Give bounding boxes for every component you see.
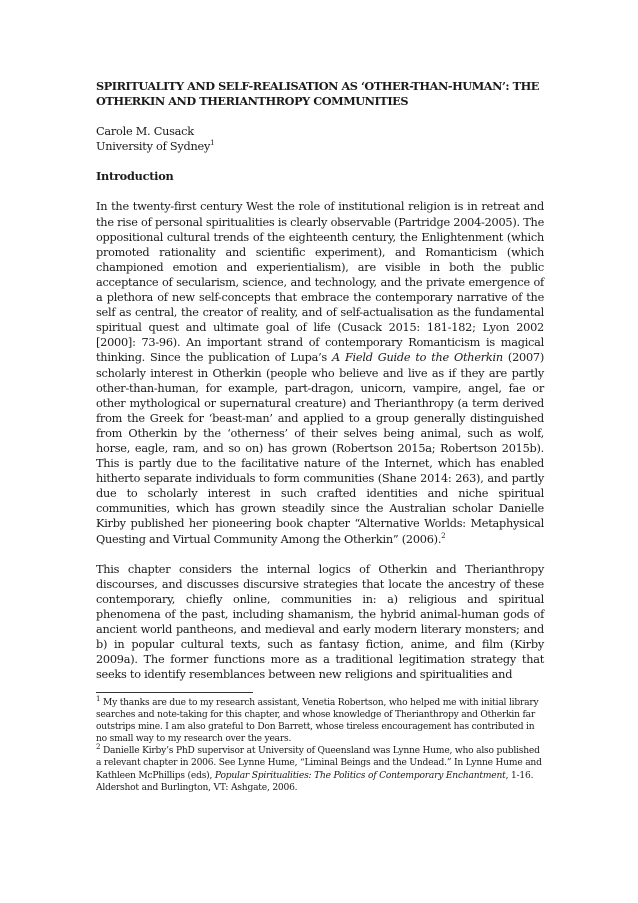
document-title xyxy=(96,79,544,109)
footnote-2-italic-title: Popular Spiritualities: The Politics of Contemporary Enchantment xyxy=(214,770,506,781)
title-line-1: SPIRITUALITY AND SELF-REALISATION AS ‘OTHER-THAN-HUMAN’: THE xyxy=(96,79,539,93)
author-block xyxy=(96,124,544,154)
footnote-ref-2[interactable]: 2 xyxy=(441,531,446,540)
footnote-1-text: My thanks are due to my research assistant, Venetia Robertson, who helped me with initial library searches and note-taking for this chapter, and whose knowledge of Therianthropy and Otherkin far outstrips mine. I am also grateful to Don Barrett, whose tireless encouragement has contributed in no small way to my research over the years. xyxy=(96,698,539,745)
footnote-2-text-after: , 1-16. Aldershot and Burlington, VT: Ashgate, 2006. xyxy=(96,770,534,793)
paragraph-1-part-1: In the twenty-first century West the role of institutional religion is in retreat and the rise of personal spiritualities is clearly observable (Partridge 2004-2005). The oppositional cultural trends of the eighteenth century, the Enlightenment (which promoted rationality and scientific experiment), and Romanticism (which championed emotion and experientialism), are visible in both the public acceptance of secularism, science, and technology, and the private emergence of a plethora of new self-concepts that embrace the contemporary narrative of the self as central, the creator of reality, and of self-actualisation as the fundamental spiritual quest and ultimate goal of life (Cusack 2015: 181-182; Lyon 2002 [2000]: 73-96). An important strand of contemporary Romanticism is magical thinking. Since the publication of Lupa’s xyxy=(96,200,544,365)
title-line-2: OTHERKIN AND THERIANTHROPY COMMUNITIES xyxy=(96,94,409,109)
footnote-1 xyxy=(96,694,544,745)
paragraph-2: This chapter considers the internal logics of Otherkin and Therianthropy discourses, and discusses discursive strategies that locate the ancestry of these contemporary, chiefly online, communities in: a) religious and spiritual phenomena of the past, including shamanism, the hybrid animal-human gods of ancient world pantheons, and medieval and early modern literary monsters; and b) in popular cultural texts, such as fantasy fiction, anime, and film (Kirby 2009a). The former functions more as a traditional legitimation strategy that seeks to identify resemblances between new religions and spiritualities and xyxy=(96,562,544,682)
author-affiliation xyxy=(96,139,544,154)
paragraph-1 xyxy=(96,199,544,546)
footnote-1-mark: 1 xyxy=(96,694,101,703)
author-name: Carole M. Cusack xyxy=(96,125,194,139)
main-text xyxy=(96,79,544,682)
book-title-italic: A Field Guide to the Otherkin xyxy=(332,351,503,365)
footnote-divider xyxy=(96,692,253,693)
footnote-2-mark: 2 xyxy=(96,743,101,752)
footnote-ref-1[interactable]: 1 xyxy=(210,139,215,148)
footnote-2 xyxy=(96,745,544,793)
affiliation-text: University of Sydney xyxy=(96,140,211,154)
footnote-2-text-before: Danielle Kirby’s PhD supervisor at University of Queensland was Lynne Hume, who also published a relevant chapter in 2006. See Lynne Hume, “Liminal Beings and the Undead.” In Lynne Hume and Kathleen McPhillips (eds), xyxy=(96,746,542,781)
paragraph-1-part-2: (2007) scholarly interest in Otherkin (people who believe and live as if they are partly other-than-human, for example, part-dragon, unicorn, vampire, angel, fae or other mythological or supernatural creature) and Therianthropy (a term derived from the Greek for ‘beast-man’ and applied to a group generally distinguished from Otherkin by the ‘otherness’ of their selves being animal, such as wolf, horse, eagle, ram, and so on) has grown (Robertson 2015a; Robertson 2015b). This is partly due to the facilitative nature of the Internet, which has enabled hitherto separate individuals to form communities (Shane 2014: 263), and partly due to scholarly interest in such crafted identities and niche spiritual communities, which has grown steadily since the Australian scholar Danielle Kirby published her pioneering book chapter “Alternative Worlds: Metaphysical Questing and Virtual Community Among the Otherkin” (2006). xyxy=(96,351,544,546)
footnotes xyxy=(96,694,544,794)
section-heading: Introduction xyxy=(96,169,174,184)
